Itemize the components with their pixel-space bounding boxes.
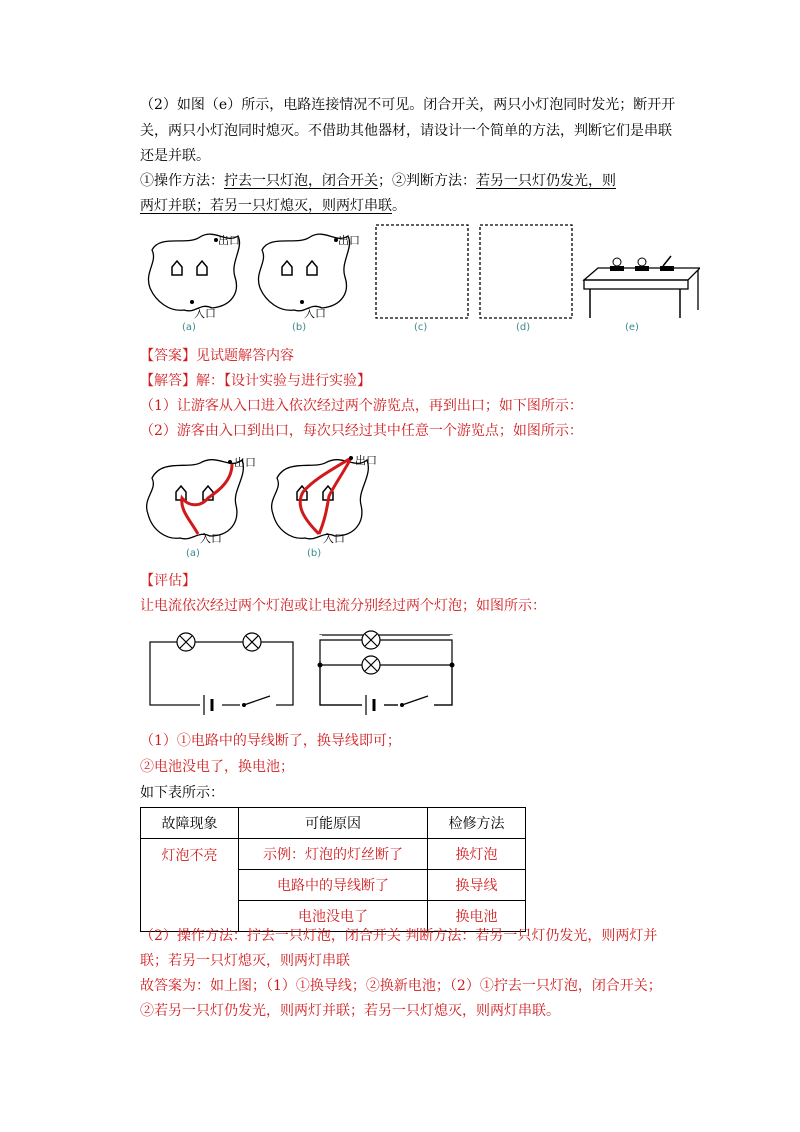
evaluation-text: 让电流依次经过两个灯泡或让电流分别经过两个灯泡；如图所示：: [140, 598, 546, 614]
series-circuit: [150, 633, 293, 717]
entrance-label-route-a: 入口: [200, 532, 222, 545]
exit-label-route-a: 出口: [234, 456, 256, 469]
judge-answer-b: 两灯并联；若另一只灯熄灭，则两灯串联: [140, 198, 392, 214]
cause-cell: 示例：灯泡的灯丝断了: [238, 839, 427, 870]
house-icon: [282, 261, 292, 275]
answer-line-2: [140, 196, 406, 216]
bulb-icon: [635, 258, 649, 271]
summary-line-2: ②若另一只灯仍发光，则两灯并联；若另一只灯熄灭，则两灯串联。: [140, 1003, 560, 1019]
final-p2-line-1: （2）操作方法：拧去一只灯泡，闭合开关 判断方法：若另一只灯仍发光，则两灯并: [140, 928, 658, 944]
box-d: [480, 225, 572, 318]
house-icon: [197, 261, 207, 275]
bulb-icon: [610, 258, 624, 271]
header-fix: 检修方法: [428, 808, 526, 839]
cause-cell: 电路中的导线断了: [238, 870, 427, 901]
figure-routes: [140, 450, 380, 565]
fix-cell: 换导线: [428, 870, 526, 901]
entrance-label-a: 入口: [194, 307, 216, 320]
summary-line-1: 故答案为：如上图；（1）①换导线；②换新电池；（2）①拧去一只灯泡，闭合开关；: [140, 978, 662, 994]
answer-tag: 【答案】见试题解答内容: [140, 348, 294, 364]
question-line-1: （2）如图（e）所示，电路连接情况不可见。闭合开关，两只小灯泡同时发光；断开开: [140, 97, 676, 113]
table-intro: 如下表所示：: [140, 785, 224, 801]
route-map-b: [272, 453, 377, 559]
box-c: [376, 225, 468, 318]
exit-label-b: 出口: [338, 234, 360, 247]
entrance-label-route-b: 入口: [323, 532, 345, 545]
phenomenon-cell: 灯泡不亮: [141, 839, 239, 932]
judge-prefix: ；②判断方法：: [378, 173, 476, 189]
figure-circuits: [140, 625, 470, 720]
evaluation-title: 【评估】: [140, 573, 196, 589]
switch-icon: [660, 256, 674, 271]
period: 。: [392, 198, 406, 214]
label-e: (e): [625, 322, 639, 333]
question-line-3: 还是并联。: [140, 148, 210, 164]
map-b: [258, 233, 360, 333]
exit-label-a: 出口: [218, 234, 240, 247]
label-a: (a): [182, 322, 196, 333]
fix-cell: 换电池: [428, 901, 526, 932]
header-phenomenon: 故障现象: [141, 808, 239, 839]
label-b: (b): [292, 322, 307, 333]
cause-cell: 电池没电了: [238, 901, 427, 932]
op-prefix: ①操作方法：: [140, 173, 224, 189]
house-icon: [307, 261, 317, 275]
solution-step-1: （1）让游客从入口进入依次经过两个游览点，再到出口；如下图所示：: [140, 398, 583, 414]
parallel-circuit: [318, 631, 455, 717]
route-label-a: (a): [186, 548, 200, 559]
op-answer: 拧去一只灯泡，闭合开关: [224, 173, 378, 189]
final-p2-line-2: 联；若另一只灯熄灭，则两灯串联: [140, 953, 350, 969]
entrance-label-b: 入口: [304, 307, 326, 320]
fault-2: ②电池没电了，换电池；: [140, 759, 294, 775]
desk-figure-e: [584, 256, 700, 333]
fault-1: （1）①电路中的导线断了，换导线即可；: [140, 733, 401, 749]
table-row: [141, 839, 526, 870]
table-header-row: [141, 808, 526, 839]
solution-step-2: （2）游客由入口到出口，每次只经过其中任意一个游览点；如图所示：: [140, 423, 583, 439]
label-d: (d): [516, 322, 531, 333]
question-line-2: 关，两只小灯泡同时熄灭。不借助其他器材，请设计一个简单的方法，判断它们是串联: [140, 123, 672, 139]
fix-cell: 换灯泡: [428, 839, 526, 870]
route-map-a: [147, 455, 256, 559]
route-label-b: (b): [307, 548, 322, 559]
house-icon: [172, 261, 182, 275]
header-cause: 可能原因: [238, 808, 427, 839]
map-a: [148, 233, 240, 333]
answer-line-1: [140, 171, 616, 191]
judge-answer-a: 若另一只灯仍发光，则: [476, 173, 616, 189]
label-c: (c): [414, 322, 428, 333]
exit-label-route-b: 出口: [355, 454, 377, 467]
fault-table: [140, 807, 526, 932]
figure-top: [140, 222, 700, 337]
solution-heading: 【解答】解：【设计实验与进行实验】: [140, 373, 371, 389]
